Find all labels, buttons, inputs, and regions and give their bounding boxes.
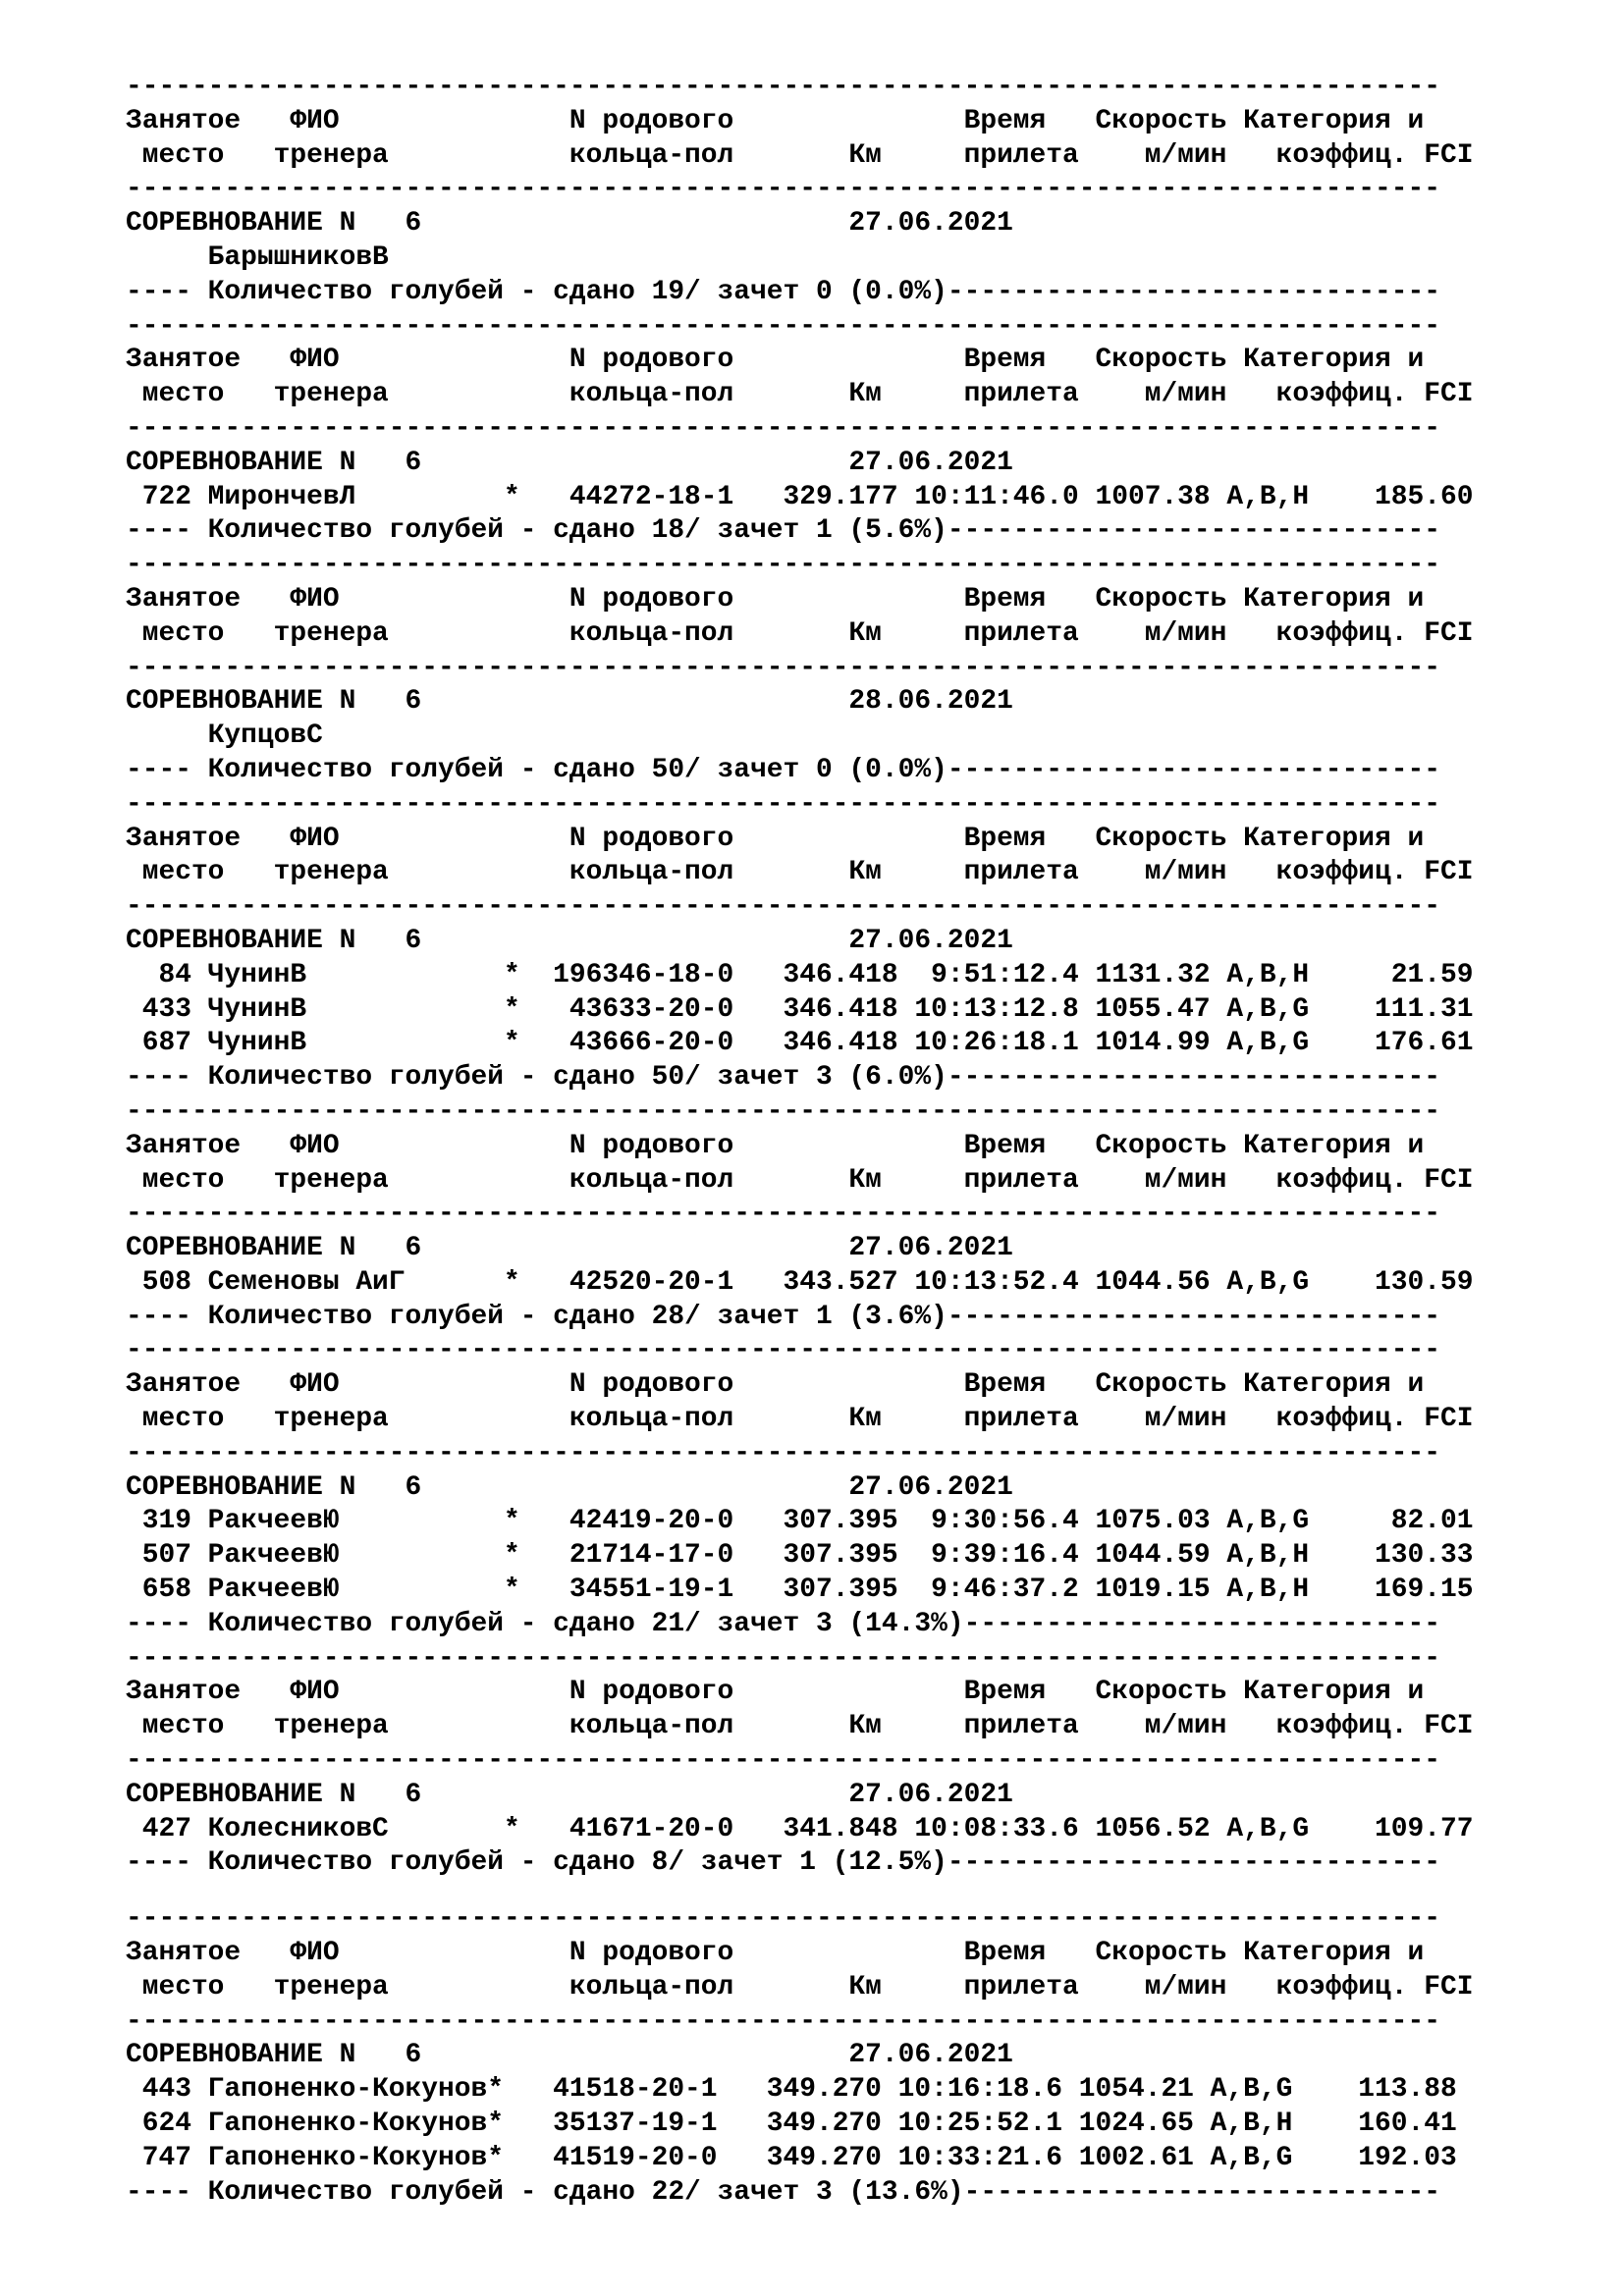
column-header-line-1: Занятое ФИО N родового Время Скорость Категория и	[126, 1938, 1425, 1969]
result-section	[126, 1334, 1598, 1641]
separator-rule: --------------------------------------------------------------------------------	[126, 2005, 1440, 2037]
competition-line: СОРЕВНОВАНИЕ N 6 27.06.2021	[126, 925, 1013, 956]
summary-line: ---- Количество голубей - сдано 28/ зачет 1 (3.6%)------------------------------	[126, 1301, 1440, 1332]
summary-line: ---- Количество голубей - сдано 18/ зачет 1 (5.6%)------------------------------	[126, 515, 1440, 547]
separator-rule: --------------------------------------------------------------------------------	[126, 1903, 1440, 1935]
separator-rule: --------------------------------------------------------------------------------	[126, 412, 1440, 444]
separator-rule: --------------------------------------------------------------------------------	[126, 310, 1440, 342]
result-section	[126, 1642, 1598, 1882]
column-header-line-2: место тренера кольца-пол Км прилета м/мин коэффиц. FCI	[126, 857, 1474, 888]
column-header-line-1: Занятое ФИО N родового Время Скорость Категория и	[126, 345, 1425, 376]
competition-line: СОРЕВНОВАНИЕ N 6 27.06.2021	[126, 1779, 1013, 1810]
result-row: 722 МирончевЛ * 44272-18-1 329.177 10:11:46.0 1007.38 A,B,H 185.60	[126, 481, 1474, 512]
result-row: 319 РакчеевЮ * 42419-20-0 307.395 9:30:56.4 1075.03 A,B,G 82.01	[126, 1506, 1474, 1537]
result-row: 427 КолесниковС * 41671-20-0 341.848 10:08:33.6 1056.52 A,B,G 109.77	[126, 1813, 1474, 1844]
column-header-line-2: место тренера кольца-пол Км прилета м/мин коэффиц. FCI	[126, 379, 1474, 410]
separator-rule: --------------------------------------------------------------------------------	[126, 174, 1440, 205]
summary-line: ---- Количество голубей - сдано 21/ зачет 3 (14.3%)-----------------------------	[126, 1608, 1440, 1639]
summary-line: ---- Количество голубей - сдано 8/ зачет 1 (12.5%)------------------------------	[126, 1847, 1440, 1879]
result-row: 507 РакчеевЮ * 21714-17-0 307.395 9:39:16.4 1044.59 A,B,H 130.33	[126, 1540, 1474, 1572]
separator-rule: --------------------------------------------------------------------------------	[126, 1335, 1440, 1366]
result-row: 443 Гапоненко-Кокунов* 41518-20-1 349.270 10:16:18.6 1054.21 A,B,G 113.88	[126, 2074, 1457, 2106]
result-row: 84 ЧунинВ * 196346-18-0 346.418 9:51:12.4 1131.32 A,B,H 21.59	[126, 959, 1474, 990]
result-section	[126, 310, 1598, 550]
result-row: 658 РакчеевЮ * 34551-19-1 307.395 9:46:37.2 1019.15 A,B,H 169.15	[126, 1575, 1474, 1606]
result-row: 508 Семеновы АиГ * 42520-20-1 343.527 10:13:52.4 1044.56 A,B,G 130.59	[126, 1266, 1474, 1298]
column-header-line-2: место тренера кольца-пол Км прилета м/мин коэффиц. FCI	[126, 1971, 1474, 2002]
column-header-line-1: Занятое ФИО N родового Время Скорость Категория и	[126, 1677, 1425, 1708]
summary-line: ---- Количество голубей - сдано 50/ зачет 0 (0.0%)------------------------------	[126, 754, 1440, 785]
separator-rule: --------------------------------------------------------------------------------	[126, 550, 1440, 581]
result-section	[126, 71, 1598, 310]
separator-rule: --------------------------------------------------------------------------------	[126, 652, 1440, 683]
separator-rule: --------------------------------------------------------------------------------	[126, 1642, 1440, 1674]
separator-rule: --------------------------------------------------------------------------------	[126, 788, 1440, 820]
column-header-line-1: Занятое ФИО N родового Время Скорость Категория и	[126, 823, 1425, 854]
column-header-line-2: место тренера кольца-пол Км прилета м/мин коэффиц. FCI	[126, 617, 1474, 649]
separator-rule: --------------------------------------------------------------------------------	[126, 1437, 1440, 1468]
summary-line: ---- Количество голубей - сдано 50/ зачет 3 (6.0%)------------------------------	[126, 1062, 1440, 1094]
competition-line: СОРЕВНОВАНИЕ N 6 27.06.2021	[126, 1233, 1013, 1264]
competition-line: СОРЕВНОВАНИЕ N 6 27.06.2021	[126, 1471, 1013, 1503]
column-header-line-1: Занятое ФИО N родового Время Скорость Категория и	[126, 1130, 1425, 1161]
separator-rule: --------------------------------------------------------------------------------	[126, 72, 1440, 102]
column-header-line-2: место тренера кольца-пол Км прилета м/мин коэффиц. FCI	[126, 1404, 1474, 1435]
result-row: 624 Гапоненко-Кокунов* 35137-19-1 349.270 10:25:52.1 1024.65 A,B,H 160.41	[126, 2109, 1457, 2140]
separator-rule: --------------------------------------------------------------------------------	[126, 1199, 1440, 1230]
column-header-line-2: место тренера кольца-пол Км прилета м/мин коэффиц. FCI	[126, 1164, 1474, 1196]
result-section	[126, 1095, 1598, 1335]
separator-rule: --------------------------------------------------------------------------------	[126, 891, 1440, 923]
result-row: 433 ЧунинВ * 43633-20-0 346.418 10:13:12.8 1055.47 A,B,G 111.31	[126, 993, 1474, 1025]
result-section	[126, 549, 1598, 788]
results-report	[126, 71, 1598, 2210]
separator-rule: --------------------------------------------------------------------------------	[126, 1095, 1440, 1127]
result-section	[126, 1902, 1598, 2210]
competition-line: СОРЕВНОВАНИЕ N 6 27.06.2021	[126, 2040, 1013, 2071]
column-header-line-2: место тренера кольца-пол Км прилета м/мин коэффиц. FCI	[126, 139, 1474, 171]
competition-line: СОРЕВНОВАНИЕ N 6 27.06.2021	[126, 208, 1013, 240]
competition-line: СОРЕВНОВАНИЕ N 6 28.06.2021	[126, 686, 1013, 718]
column-header-line-1: Занятое ФИО N родового Время Скорость Категория и	[126, 105, 1425, 136]
column-header-line-2: место тренера кольца-пол Км прилета м/мин коэффиц. FCI	[126, 1711, 1474, 1742]
column-header-line-1: Занятое ФИО N родового Время Скорость Категория и	[126, 583, 1425, 614]
result-row: КупцовС	[126, 721, 323, 752]
result-row: 687 ЧунинВ * 43666-20-0 346.418 10:26:18.1 1014.99 A,B,G 176.61	[126, 1028, 1474, 1059]
result-section	[126, 788, 1598, 1095]
spacer	[126, 1881, 1598, 1902]
separator-rule: --------------------------------------------------------------------------------	[126, 1745, 1440, 1777]
result-row: БарышниковВ	[126, 241, 389, 273]
competition-line: СОРЕВНОВАНИЕ N 6 27.06.2021	[126, 447, 1013, 478]
result-row: 747 Гапоненко-Кокунов* 41519-20-0 349.270 10:33:21.6 1002.61 A,B,G 192.03	[126, 2142, 1457, 2173]
column-header-line-1: Занятое ФИО N родового Время Скорость Категория и	[126, 1369, 1425, 1401]
summary-line: ---- Количество голубей - сдано 19/ зачет 0 (0.0%)------------------------------	[126, 276, 1440, 307]
summary-line: ---- Количество голубей - сдано 22/ зачет 3 (13.6%)-----------------------------	[126, 2176, 1440, 2208]
